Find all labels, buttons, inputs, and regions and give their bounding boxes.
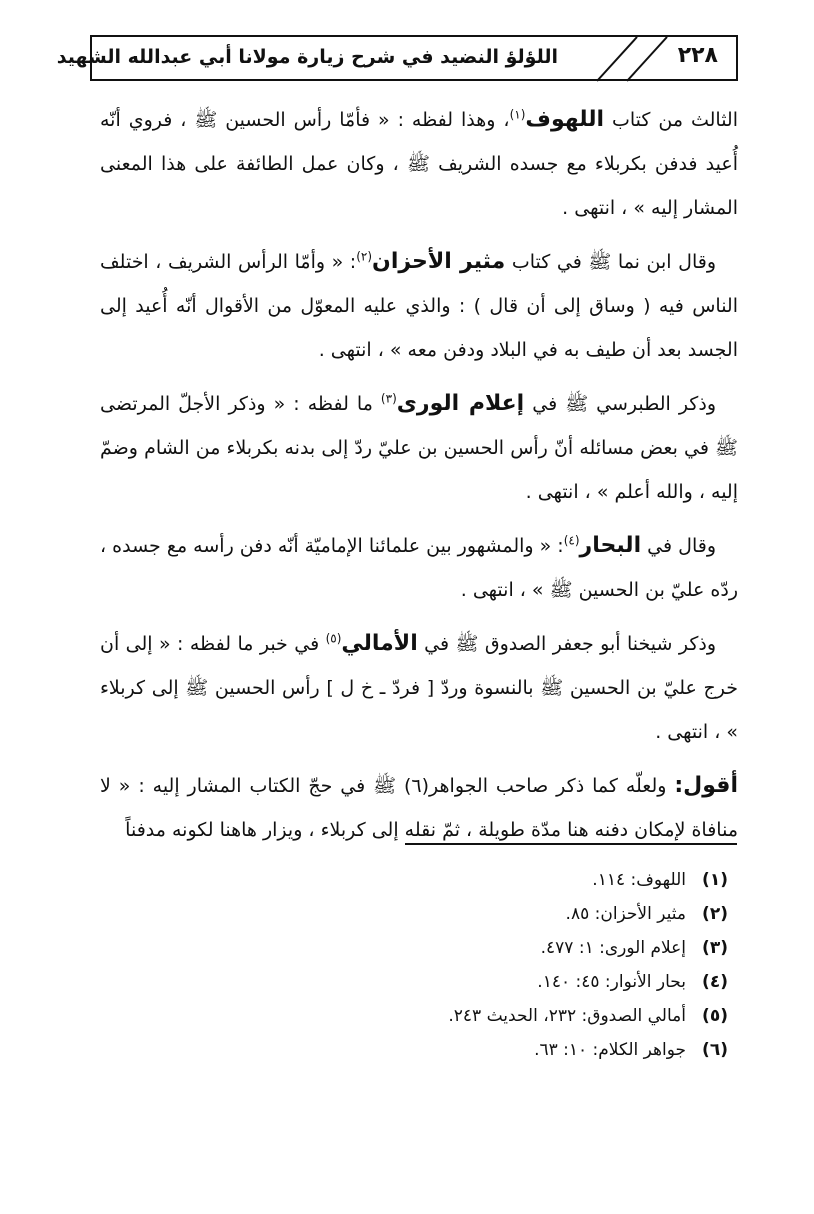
footnote xyxy=(100,897,728,931)
paragraph-text: ، وهذا لفظه : « فأمّا رأس الحسين ﷺ ، فروي أنّه أُعيد فدفن بكربلاء مع جسده الشريف ﷺ ، وكان عمل الطائفة على هذا المعنى المشار إليه » ، انتهى . xyxy=(100,109,738,219)
footnote-number: (٣) xyxy=(702,938,728,958)
footnote xyxy=(100,863,728,897)
footnote-number: (٢) xyxy=(702,904,728,924)
paragraph xyxy=(100,764,738,852)
footnote-text: اللهوف: ١١٤. xyxy=(592,870,686,890)
paragraph xyxy=(100,240,738,372)
footnotes xyxy=(100,863,728,1067)
footnote-ref: (٥) xyxy=(325,631,342,646)
paragraph xyxy=(100,98,738,230)
footnote xyxy=(100,1033,728,1067)
footnote-number: (١) xyxy=(702,870,728,890)
footnote xyxy=(100,999,728,1033)
paragraph-text: وقال في xyxy=(641,535,716,557)
book-title: الأمالي xyxy=(341,631,418,656)
footnote-text: مثير الأحزان: ٨٥. xyxy=(565,904,686,924)
footnote-text: إعلام الورى: ١: ٤٧٧. xyxy=(540,938,686,958)
footnote-text: أمالي الصدوق: ٢٣٢، الحديث ٢٤٣. xyxy=(448,1006,686,1026)
book-title: إعلام الورى xyxy=(396,391,525,416)
paragraph-text: : « وأمّا الرأس الشريف ، اختلف الناس فيه ( وساق إلى أن قال ) : والذي عليه المعوّل من الأقوال أنّه أُعيد إلى الجسد بعد أن طيف به في البلاد ودفن معه » ، انتهى . xyxy=(100,251,738,361)
paragraph-text: وقال ابن نما ﷺ في كتاب xyxy=(505,251,716,273)
footnote-number: (٦) xyxy=(702,1040,728,1060)
footnote-separator xyxy=(405,843,737,845)
book-title: مثير الأحزان xyxy=(372,249,506,274)
footnote-ref: (٣) xyxy=(380,391,397,406)
paragraph-text: وذكر شيخنا أبو جعفر الصدوق ﷺ في xyxy=(417,633,717,655)
footnote-ref: (١) xyxy=(509,107,526,122)
footnote-number: (٤) xyxy=(702,972,728,992)
paragraph-text: في خبر ما لفظه : « إلى أن خرج عليّ بن الحسين ﷺ بالنسوة وردّ [ فردّ ـ خ ل ] رأس الحسين ﷺ إلى كربلاء » ، انتهى . xyxy=(100,633,738,743)
footnote-text: جواهر الكلام: ١٠: ٦٣. xyxy=(534,1040,686,1060)
footnote xyxy=(100,965,728,999)
paragraph-text: : « والمشهور بين علمائنا الإماميّة أنّه دفن رأسه مع جسده ، ردّه عليّ بن الحسين ﷺ » ، انتهى . xyxy=(100,535,738,601)
paragraph-text: ما لفظه : « وذكر الأجلّ المرتضى ﷺ في بعض مسائله أنّ رأس الحسين بن عليّ ردّ إلى بدنه بكربلاء من الشام وضمّ إليه ، والله أعلم » ، انتهى . xyxy=(100,393,738,503)
paragraph-text: وذكر الطبرسي ﷺ في xyxy=(524,393,716,415)
paragraph xyxy=(100,622,738,754)
book-title: اللهوف xyxy=(525,107,605,132)
main-text xyxy=(100,98,738,862)
running-title: اللؤلؤ النضيد في شرح زيارة مولانا أبي عبدالله الشهيد xyxy=(56,46,558,68)
footnote xyxy=(100,931,728,965)
paragraph-text: ولعلّه كما ذكر صاحب الجواهر(٦) ﷺ في حجّ الكتاب المشار إليه : « لا منافاة لإمكان دفنه هنا مدّة طويلة ، ثمّ نقله إلى كربلاء ، ويزار هاهنا لكونه مدفناً xyxy=(100,775,738,841)
footnote-number: (٥) xyxy=(702,1006,728,1026)
paragraph xyxy=(100,382,738,514)
book-title: البحار xyxy=(579,533,642,558)
paragraph xyxy=(100,524,738,612)
page-header xyxy=(56,35,738,81)
footnote-ref: (٤) xyxy=(563,533,580,548)
footnote-ref: (٢) xyxy=(356,249,373,264)
page-number: ٢٢٨ xyxy=(677,43,718,68)
aqul-heading: أقول: xyxy=(674,773,738,798)
paragraph-text: الثالث من كتاب xyxy=(604,109,739,131)
footnote-text: بحار الأنوار: ٤٥: ١٤٠. xyxy=(537,972,686,992)
